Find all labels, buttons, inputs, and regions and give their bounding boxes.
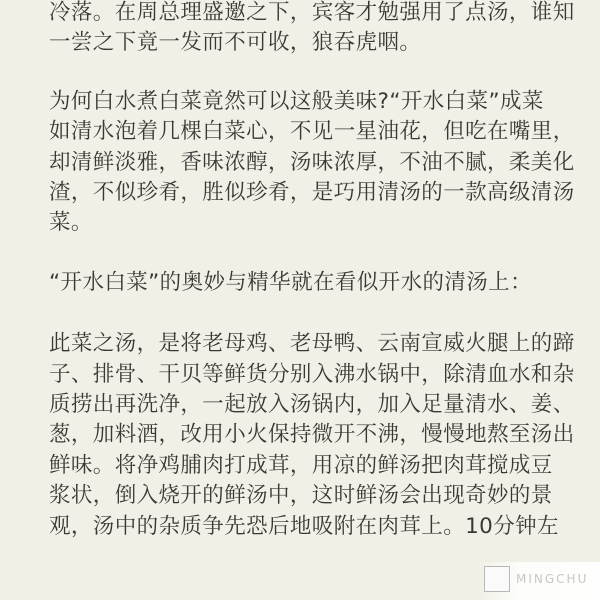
text-line: 葱，加料酒，改用小火保持微开不沸，慢慢地熬至汤出 <box>49 422 575 448</box>
paragraph-3 <box>49 268 569 298</box>
text-line: “开水白菜”的奥妙与精华就在看似开水的清汤上： <box>49 269 532 295</box>
watermark-logo-icon <box>484 566 510 592</box>
watermark <box>478 562 600 600</box>
text-line: 一尝之下竟一发而不可收，狼吞虎咽。 <box>49 30 422 56</box>
text-line: 冷落。在周总理盛邀之下，宾客才勉强用了点汤，谁知 <box>49 0 575 25</box>
text-line: 鲜味。将净鸡脯肉打成茸，用凉的鲜汤把肉茸搅成豆 <box>49 452 553 478</box>
text-line: 此菜之汤，是将老母鸡、老母鸭、云南宣威火腿上的蹄 <box>49 331 575 357</box>
article-body <box>49 0 575 542</box>
text-line: 菜。 <box>49 210 93 236</box>
text-line: 如清水泡着几棵白菜心，不见一星油花，但吃在嘴里， <box>49 119 575 145</box>
text-line: 为何白水煮白菜竟然可以这般美味?“开水白菜”成菜 <box>49 88 544 114</box>
text-line: 观，汤中的杂质争先恐后地吸附在肉茸上。10分钟左 <box>49 513 559 539</box>
text-line: 子、排骨、干贝等鲜货分别入沸水锅中，除清血水和杂 <box>49 361 575 387</box>
text-line: 质捞出再洗净，一起放入汤锅内，加入足量清水、姜、 <box>49 392 575 418</box>
text-line: 渣，不似珍肴，胜似珍肴，是巧用清汤的一款高级清汤 <box>49 180 575 206</box>
text-line: 浆状，倒入烧开的鲜汤中，这时鲜汤会出现奇妙的景 <box>49 483 553 509</box>
paragraph-1 <box>49 0 575 59</box>
text-line: 却清鲜淡雅，香味浓醇，汤味浓厚，不油不腻，柔美化 <box>49 149 575 175</box>
watermark-text: MINGCHU <box>516 572 589 586</box>
paragraph-2 <box>49 87 575 239</box>
paragraph-4 <box>49 329 575 542</box>
